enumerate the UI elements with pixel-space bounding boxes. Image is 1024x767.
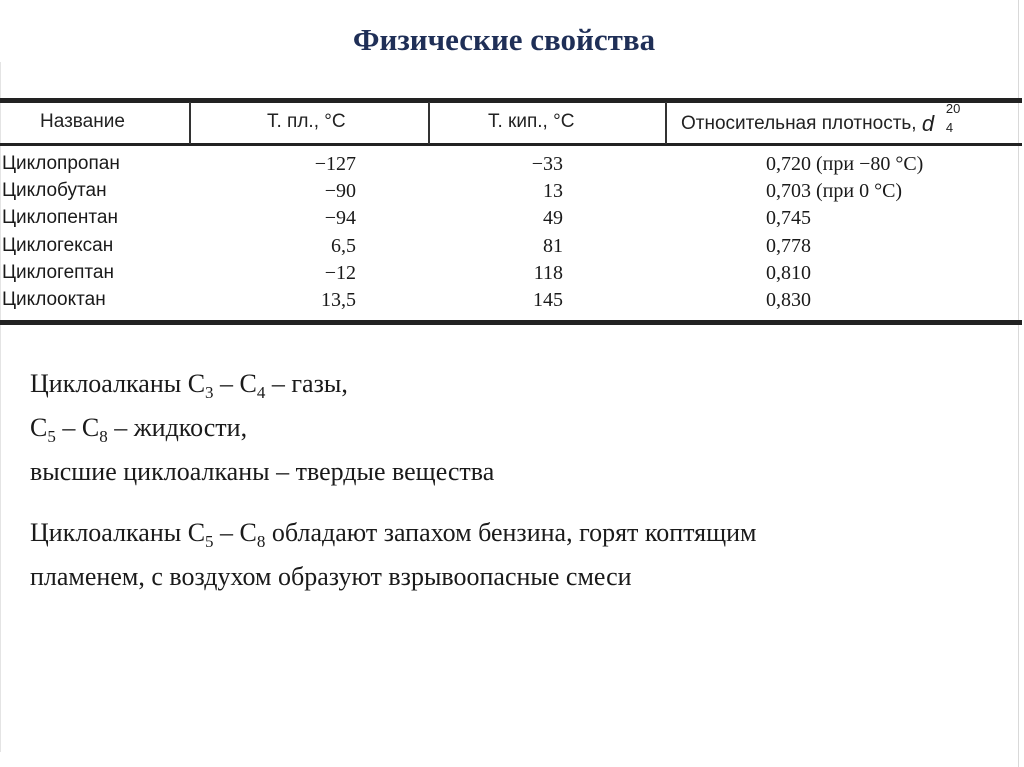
header-density-label: Относительная плотность, [681, 113, 917, 135]
column-divider [428, 102, 430, 144]
slide-title: Физические свойства [352, 22, 656, 57]
table-row [0, 180, 1022, 208]
table-header-rule [0, 143, 1022, 146]
cell-name: Циклопентан [2, 207, 118, 228]
table-row [0, 289, 1022, 317]
header-boiling-point: Т. кип., °С [488, 111, 575, 132]
table-row [0, 235, 1022, 263]
cell-name: Циклобутан [2, 180, 107, 201]
cell-melting-point: −90 [324, 180, 356, 202]
density-symbol: d 20 4 [921, 101, 961, 136]
table-top-rule [0, 98, 1022, 103]
cell-boiling-point: 118 [533, 262, 563, 284]
cell-name: Циклопропан [2, 153, 120, 174]
cell-density: 0,703 (при 0 °С) [766, 180, 903, 202]
table-bottom-rule [0, 320, 1022, 325]
cell-name: Циклогексан [2, 235, 114, 256]
cell-boiling-point: 49 [543, 207, 563, 229]
cell-melting-point: −127 [314, 153, 356, 175]
header-name: Название [40, 111, 125, 132]
cell-boiling-point: −33 [531, 153, 563, 175]
states-line-3: высшие циклоалканы – твердые вещества [30, 457, 495, 487]
cell-melting-point: 6,5 [331, 235, 356, 257]
properties-line-1: Циклоалканы $С_5 - С_8$ обладают запахом бензина, горят коптящим [30, 518, 757, 552]
cell-melting-point: −94 [324, 207, 356, 229]
cell-density: 0,720 (при −80 °С) [766, 153, 924, 175]
table-row [0, 207, 1022, 235]
cell-name: Циклогептан [2, 262, 114, 283]
header-density [681, 101, 961, 137]
table-row [0, 153, 1022, 181]
cell-boiling-point: 13 [543, 180, 563, 202]
cell-melting-point: 13,5 [321, 289, 356, 311]
states-line-1: Циклоалканы $С_3 - С_4$ – газы, [30, 369, 348, 403]
cell-boiling-point: 81 [543, 235, 563, 257]
table-row [0, 262, 1022, 290]
cell-density: 0,810 [766, 262, 811, 284]
properties-line-2: пламенем, с воздухом образуют взрывоопасные смеси [30, 562, 632, 592]
cell-density: 0,830 [766, 289, 811, 311]
aggregate-states-text [30, 366, 494, 489]
states-line-2: $С_5 - С_8$ – жидкости, [30, 413, 248, 447]
properties-table [0, 98, 1022, 328]
column-divider [665, 102, 667, 144]
header-melting-point: Т. пл., °С [267, 111, 346, 132]
cell-density: 0,778 [766, 235, 811, 257]
cell-melting-point: −12 [324, 262, 356, 284]
cell-boiling-point: 145 [533, 289, 563, 311]
properties-text [30, 515, 757, 594]
cell-density: 0,745 [766, 207, 811, 229]
column-divider [189, 102, 191, 144]
cell-name: Циклооктан [2, 289, 106, 310]
